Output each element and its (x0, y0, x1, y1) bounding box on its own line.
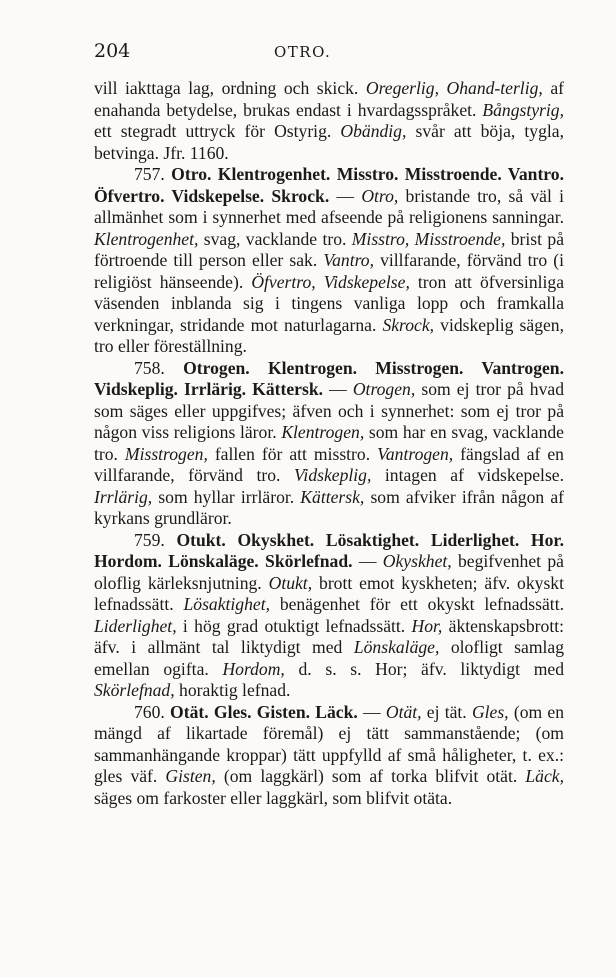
entries-list (94, 164, 564, 809)
italic-term: Liderlighet, (94, 615, 177, 636)
body-text (94, 78, 564, 809)
page-header (94, 40, 564, 70)
italic-term: Otukt, (268, 572, 313, 593)
italic-term: Hordom, (222, 658, 285, 679)
intro-paragraph (94, 78, 564, 164)
italic-term: Klentrogenhet, (94, 228, 199, 249)
italic-term: Gles, (471, 701, 509, 722)
running-head: OTRO. (274, 43, 332, 61)
text-run: som afviker ifrån någon af kyrkans grundläror. (94, 486, 564, 528)
italic-term: Misstro, Misstroende, (351, 228, 506, 249)
italic-term: Okyskhet, (382, 551, 452, 571)
italic-term: Lösaktighet, (183, 594, 270, 614)
italic-term: Vantro, (323, 250, 374, 270)
italic-term: Oregerlig, Ohand-terlig, (365, 78, 543, 98)
text-run: fängslad af en villfarande, förvänd tro. (94, 443, 564, 485)
text-run: — (323, 379, 353, 399)
text-run: d. s. s. Hor; äfv. liktydigt med (284, 658, 564, 679)
entry-headwords: Otät. Gles. Gisten. Läck. (170, 701, 358, 722)
italic-term: Otät, (385, 701, 422, 722)
entry-headwords: Otrogen. Klentrogen. Misstrogen. Vantrogen. Vidskeplig. Irrlärig. Kättersk. (94, 357, 564, 399)
text-run: säges om farkoster eller laggkärl, som blifvit otäta. (94, 787, 453, 808)
entry-paragraph (94, 702, 564, 810)
text-run: — (329, 185, 362, 206)
text-run: ej tät. (421, 701, 472, 722)
italic-term: Hor, (411, 615, 443, 636)
italic-term: Kättersk, (300, 486, 365, 507)
entry-number: 760. (134, 701, 165, 722)
entry-headwords: Otukt. Okyskhet. Lösaktighet. Liderlighet. Hor. Hordom. Lönskaläge. Skörlefnad. (94, 529, 564, 571)
entry-number: 759. (134, 529, 165, 550)
text-run: äktenskapsbrott: äfv. i allmänt tal liktydigt med (94, 615, 564, 657)
italic-term: Bångstyrig, (482, 99, 564, 120)
text-run: som ej tror på hvad som säges eller uppgifves; äfven och i synnerhet: som ej tror på någon viss religions läror. (94, 379, 565, 442)
italic-term: Öfvertro, Vidskepelse, (251, 271, 410, 292)
text-run: (om laggkärl) som af torka blifvit otät. (215, 766, 526, 786)
text-run: vidskeplig sägen, tro eller föreställning. (94, 314, 565, 356)
entry-paragraph (94, 164, 564, 358)
text-run: af enahanda betydelse, brukas endast i hvardagsspråket. (94, 78, 564, 120)
text-run: benägenhet för ett okyskt lefnadssätt. (269, 594, 564, 614)
entry-number: 757. (134, 164, 165, 184)
italic-term: Skörlefnad, (94, 680, 175, 700)
page-number: 204 (94, 40, 131, 62)
italic-term: Klentrogen, (281, 422, 365, 442)
text-run: villfarande, förvänd tro (i religiöst hänseende). (94, 250, 564, 292)
italic-term: Misstrogen, (124, 443, 208, 464)
italic-term: Otrogen, (352, 379, 416, 399)
text-run: begifvenhet på oloflig kärleksnjutning. (94, 551, 564, 593)
text-run: svag, vacklande tro. (198, 228, 352, 249)
text-run: svår att böja, tygla, betvinga. Jfr. 1160. (94, 121, 564, 163)
text-run: brott emot kyskheten; äfv. okyskt lefnadssätt. (94, 572, 564, 614)
entry-number: 758. (134, 357, 165, 378)
entry-headwords: Otro. Klentrogenhet. Misstro. Misstroende. Vantro. Öfvertro. Vidskepelse. Skrock. (94, 164, 564, 206)
text-run: horaktig lefnad. (174, 680, 291, 700)
text-run: i hög grad otuktigt lefnadssätt. (176, 615, 412, 636)
text-run: brist på förtroende till person eller sak. (94, 228, 565, 270)
italic-term: Läck, (525, 766, 564, 786)
text-run: fallen för att misstro. (207, 443, 378, 464)
text-run: som hyllar irrläror. (152, 486, 301, 507)
text-run: som har en svag, vacklande tro. (94, 422, 564, 464)
entry-paragraph (94, 530, 564, 702)
text-run: intagen af vidskepelse. (371, 465, 564, 485)
text-run: ett stegradt uttryck för Ostyrig. (94, 121, 341, 141)
text-run: olofligt samlag emellan ogifta. (94, 637, 564, 679)
text-run: — (352, 551, 383, 571)
italic-term: Vidskeplig, (293, 465, 372, 485)
italic-term: Otro, (361, 185, 399, 206)
italic-term: Gisten, (165, 766, 216, 786)
entry-paragraph (94, 358, 564, 530)
italic-term: Skrock, (382, 314, 435, 335)
italic-term: Vantrogen, (377, 443, 454, 464)
text-run: (om en mängd af likartade föremål) ej tätt sammanstående; (om sammanhängande kroppar) tätt uppfylld af små håligheter, t. ex.: gles väf. (94, 701, 565, 786)
italic-term: Lönskaläge, (353, 637, 440, 657)
text-run: — (357, 701, 386, 722)
text-run: vill iakttaga lag, ordning och skick. (94, 78, 366, 98)
text-run: bristande tro, så väl i allmänhet som i synnerhet med afseende på religionens sanningar. (94, 185, 565, 227)
italic-term: Irrlärig, (94, 486, 153, 507)
italic-term: Obändig, (340, 121, 407, 141)
text-run: tron att öfversinliga väsenden inblanda sig i tingens vanliga lopp och framkalla verkningar, stridande mot naturlagarna. (94, 271, 564, 335)
